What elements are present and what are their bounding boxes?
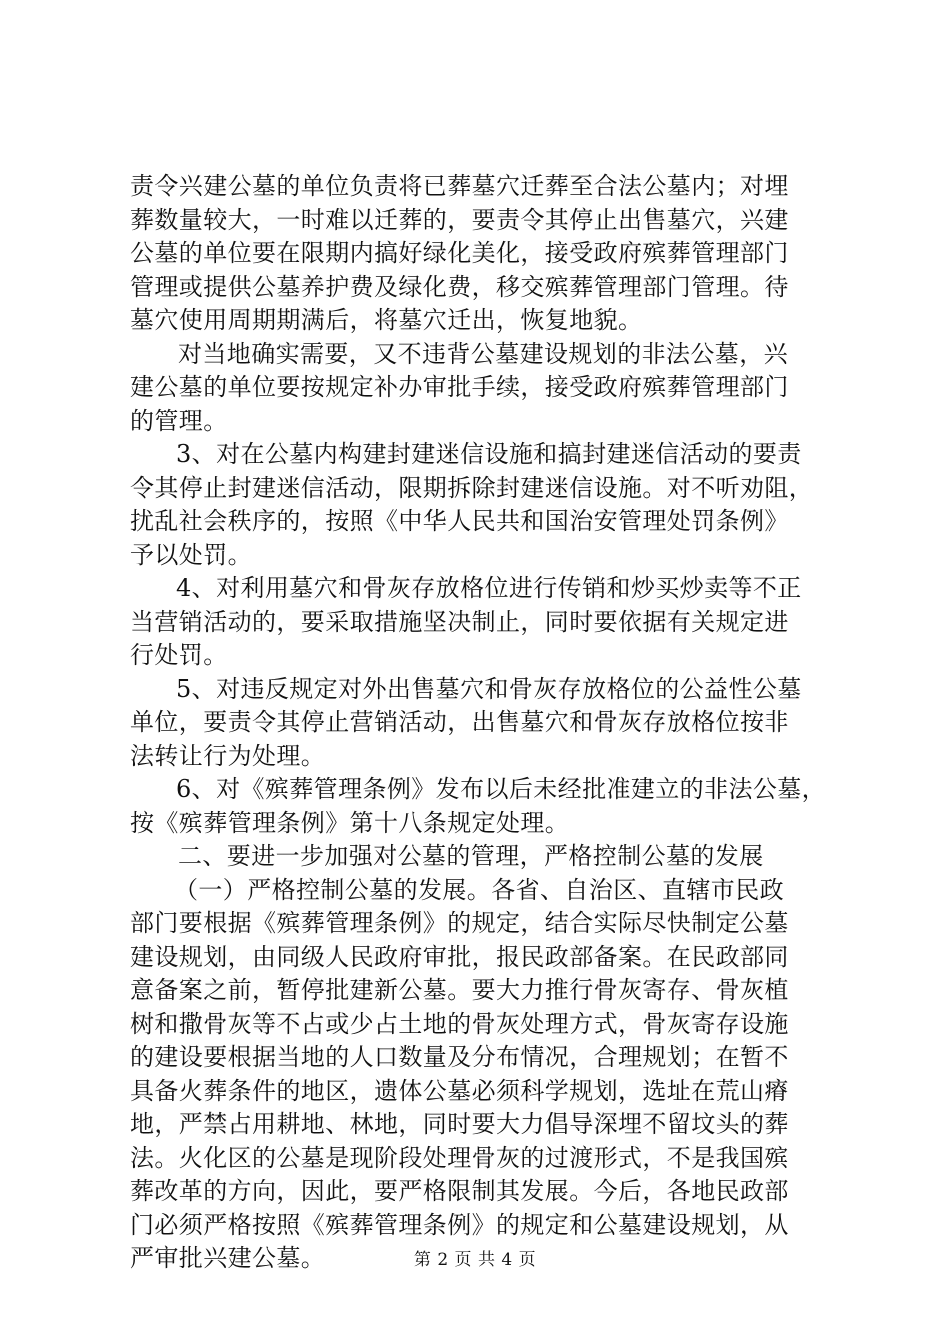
text-line: 当营销活动的，要采取措施坚决制止，同时要依据有关规定进: [130, 607, 789, 636]
text-line: 树和撒骨灰等不占或少占土地的骨灰处理方式，骨灰寄存设施: [130, 1009, 789, 1038]
text-line: 的建设要根据当地的人口数量及分布情况，合理规划；在暂不: [130, 1043, 789, 1071]
text-line: 的管理。: [130, 406, 228, 435]
item-4-line: 4、对利用墓穴和骨灰存放格位进行传销和炒买炒卖等不正: [176, 574, 802, 602]
text-line: 公墓的单位要在限期内搞好绿化美化，接受政府殡葬管理部门: [130, 239, 789, 267]
text-line: 墓穴使用周期期满后，将墓穴迁出，恢复地貌。: [130, 306, 643, 334]
text-line: 葬数量较大，一时难以迁葬的，要责令其停止出售墓穴，兴建: [130, 205, 789, 234]
text-line: 建设规划，由同级人民政府审批，报民政部备案。在民政部同: [130, 942, 789, 971]
document-body: [130, 170, 830, 1276]
text-line: 法。火化区的公墓是现阶段处理骨灰的过渡形式，不是我国殡: [130, 1143, 789, 1172]
section-heading: 二、要进一步加强对公墓的管理，严格控制公墓的发展: [178, 842, 764, 870]
text-line: 令其停止封建迷信活动，限期拆除封建迷信设施。对不听劝阻，: [130, 473, 814, 502]
text-line: 管理或提供公墓养护费及绿化费，移交殡葬管理部门管理。待: [130, 272, 789, 301]
text-line: 责令兴建公墓的单位负责将已葬墓穴迁葬至合法公墓内；对埋: [130, 172, 789, 200]
text-line: 法转让行为处理。: [130, 741, 326, 770]
text-line: 葬改革的方向，因此，要严格限制其发展。今后，各地民政部: [130, 1177, 789, 1205]
text-line: 扰乱社会秩序的，按照《中华人民共和国治安管理处罚条例》: [130, 507, 789, 535]
text-line: 地，严禁占用耕地、林地，同时要大力倡导深埋不留坟头的葬: [130, 1110, 789, 1138]
item-5-line: 5、对违反规定对外出售墓穴和骨灰存放格位的公益性公墓: [176, 674, 802, 703]
text-line: 严审批兴建公墓。: [130, 1244, 326, 1272]
text-line: 按《殡葬管理条例》第十八条规定处理。: [130, 808, 570, 837]
text-line: 门必须严格按照《殡葬管理条例》的规定和公墓建设规划，从: [130, 1210, 789, 1239]
text-line: 意备案之前，暂停批建新公墓。要大力推行骨灰寄存、骨灰植: [130, 976, 789, 1004]
text-line: 建公墓的单位要按规定补办审批手续，接受政府殡葬管理部门: [130, 373, 789, 401]
text-line: 行处罚。: [130, 641, 228, 669]
subsection-start-line: （一）严格控制公墓的发展。各省、自治区、直辖市民政: [174, 875, 784, 904]
text-line: 单位，要责令其停止营销活动，出售墓穴和骨灰存放格位按非: [130, 708, 789, 736]
text-line: 部门要根据《殡葬管理条例》的规定，结合实际尽快制定公墓: [130, 909, 789, 937]
paragraph-start-line: 对当地确实需要，又不违背公墓建设规划的非法公墓，兴: [178, 339, 788, 368]
text-line: 予以处罚。: [130, 540, 252, 569]
text-line: 具备火葬条件的地区，遗体公墓必须科学规划，选址在荒山瘠: [130, 1076, 789, 1105]
item-3-line: 3、对在公墓内构建封建迷信设施和搞封建迷信活动的要责: [176, 440, 802, 468]
page-number-footer: 第 2 页 共 4 页: [413, 1250, 537, 1270]
item-6-line: 6、对《殡葬管理条例》发布以后未经批准建立的非法公墓，: [176, 775, 827, 803]
